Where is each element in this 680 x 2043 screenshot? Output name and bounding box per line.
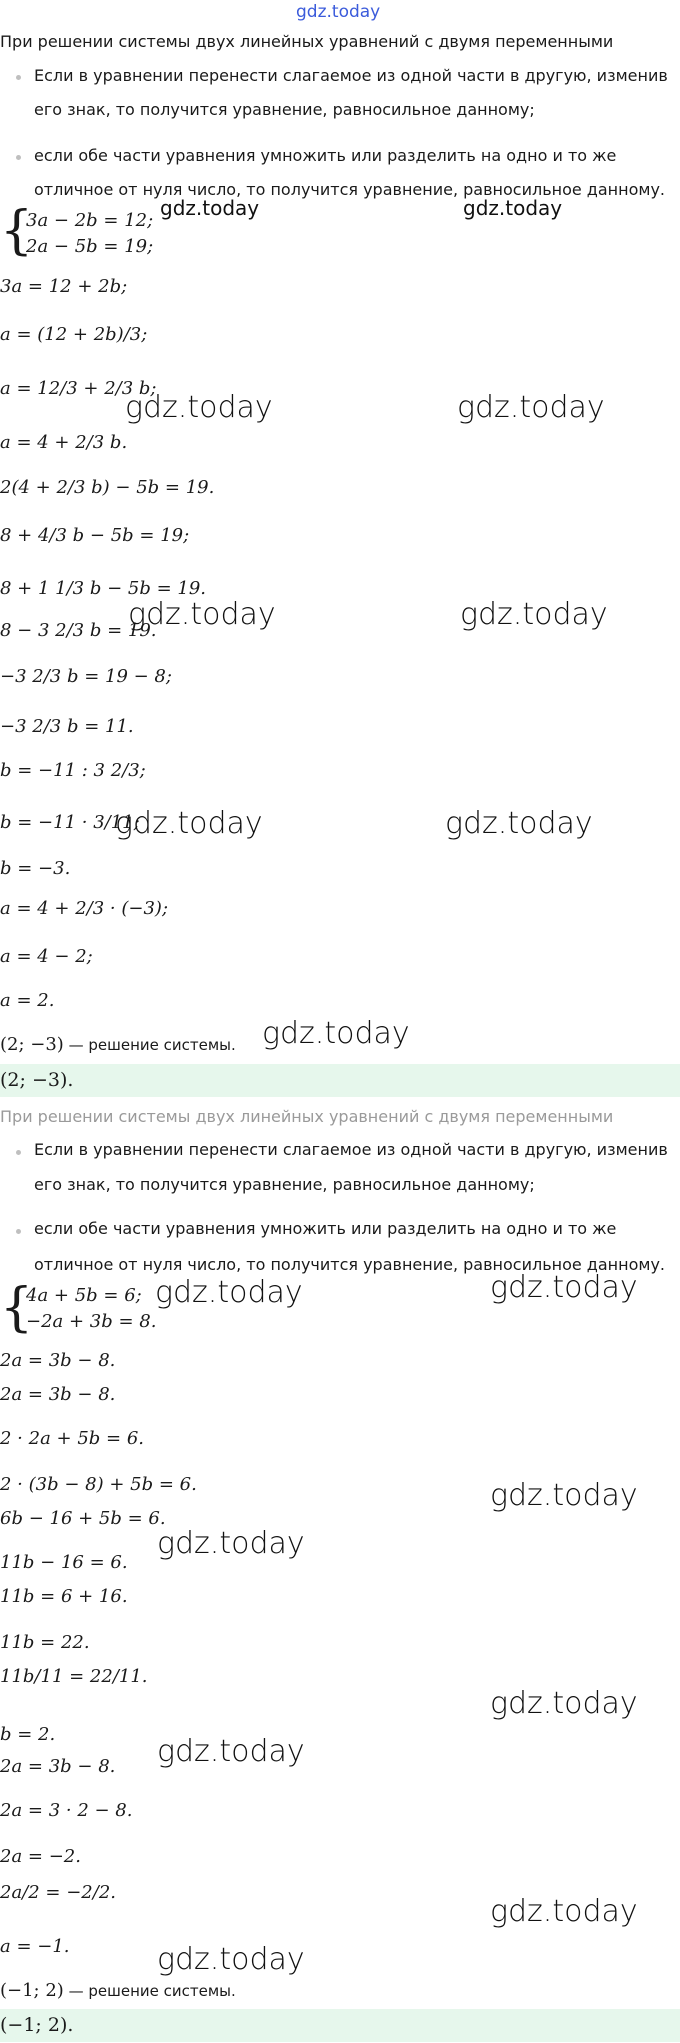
watermark: gdz.today	[457, 390, 605, 425]
system-equation: −2a + 3b = 8.	[26, 1311, 157, 1332]
intro-text: При решении системы двух линейных уравнений с двумя переменными	[0, 1107, 614, 1126]
system-brace: {	[0, 1278, 34, 1338]
intro-text: При решении системы двух линейных уравнений с двумя переменными	[0, 32, 614, 51]
solution-step: 2a/2 = −2/2.	[0, 1882, 116, 1903]
solution-statement	[0, 1034, 236, 1055]
watermark: gdz.today	[463, 196, 563, 220]
solution-step: b = −11 · 3/11;	[0, 812, 140, 833]
rule-line: Если в уравнении перенести слагаемое из одной части в другую, изменив	[34, 1140, 668, 1159]
final-answer: (2; −3).	[0, 1069, 74, 1091]
solution-step: 11b − 16 = 6.	[0, 1552, 128, 1573]
solution-pair: (2; −3)	[0, 1034, 64, 1055]
solution-step: a = (12 + 2b)/3;	[0, 324, 148, 345]
solution-step: 11b/11 = 22/11.	[0, 1666, 148, 1687]
system-equation: 4a + 5b = 6;	[26, 1285, 142, 1306]
solution-step: b = −3.	[0, 858, 71, 879]
watermark: gdz.today	[125, 390, 273, 425]
rule-line: если обе части уравнения умножить или разделить на одно и то же	[34, 1219, 617, 1238]
watermark: gdz.today	[262, 1016, 410, 1051]
solution-step: a = −1.	[0, 1936, 70, 1957]
watermark: gdz.today	[490, 1894, 638, 1929]
bullet-dot	[16, 155, 21, 160]
solution-step: 2a = 3b − 8.	[0, 1384, 116, 1405]
solution-step: a = 4 + 2/3 · (−3);	[0, 898, 169, 919]
final-answer: (−1; 2).	[0, 2014, 74, 2036]
solution-pair: (−1; 2)	[0, 1980, 64, 2001]
system-equation: 3a − 2b = 12;	[26, 210, 154, 231]
solution-step: 3a = 12 + 2b;	[0, 276, 128, 297]
solution-step: a = 2.	[0, 990, 55, 1011]
system-equation: 2a − 5b = 19;	[26, 236, 154, 257]
solution-step: a = 4 − 2;	[0, 946, 93, 967]
watermark: gdz.today	[490, 1270, 638, 1305]
rule-line: его знак, то получится уравнение, равносильное данному;	[34, 100, 535, 119]
solution-step: 2a = 3 · 2 − 8.	[0, 1800, 133, 1821]
solution-step: 11b = 6 + 16.	[0, 1586, 128, 1607]
solution-step: 2a = −2.	[0, 1846, 81, 1867]
solution-label: — решение системы.	[63, 1982, 236, 2000]
bullet-dot	[16, 75, 21, 80]
watermark: gdz.today	[460, 597, 608, 632]
solution-step: 8 + 1 1/3 b − 5b = 19.	[0, 578, 207, 599]
rule-line: отличное от нуля число, то получится уравнение, равносильное данному.	[34, 1255, 665, 1274]
solution-step: 11b = 22.	[0, 1632, 90, 1653]
rule-line: если обе части уравнения умножить или разделить на одно и то же	[34, 146, 617, 165]
solution-label: — решение системы.	[63, 1036, 236, 1054]
system-brace: {	[0, 201, 34, 261]
bullet-dot	[16, 1150, 21, 1155]
answer-band	[0, 1064, 680, 1097]
solution-step: 8 − 3 2/3 b = 19.	[0, 620, 157, 641]
watermark: gdz.today	[128, 597, 276, 632]
watermark: gdz.today	[155, 1275, 303, 1310]
watermark: gdz.today	[445, 806, 593, 841]
solution-step: a = 4 + 2/3 b.	[0, 432, 128, 453]
rule-line: Если в уравнении перенести слагаемое из одной части в другую, изменив	[34, 66, 668, 85]
solution-step: 2 · (3b − 8) + 5b = 6.	[0, 1474, 197, 1495]
watermark: gdz.today	[115, 806, 263, 841]
solution-step: 8 + 4/3 b − 5b = 19;	[0, 525, 190, 546]
watermark: gdz.today	[157, 1734, 305, 1769]
watermark: gdz.today	[490, 1686, 638, 1721]
watermark: gdz.today	[160, 196, 260, 220]
solution-step: 2a = 3b − 8.	[0, 1350, 116, 1371]
solution-step: b = 2.	[0, 1724, 56, 1745]
solution-step: 2a = 3b − 8.	[0, 1756, 116, 1777]
watermark: gdz.today	[157, 1526, 305, 1561]
solution-statement	[0, 1980, 236, 2001]
solution-step: −3 2/3 b = 19 − 8;	[0, 666, 172, 687]
bullet-dot	[16, 1229, 21, 1234]
solution-step: 6b − 16 + 5b = 6.	[0, 1508, 166, 1529]
rule-line: отличное от нуля число, то получится уравнение, равносильное данному.	[34, 180, 665, 199]
solution-step: −3 2/3 b = 11.	[0, 716, 134, 737]
solution-step: 2(4 + 2/3 b) − 5b = 19.	[0, 477, 215, 498]
rule-line: его знак, то получится уравнение, равносильное данному;	[34, 1175, 535, 1194]
site-title[interactable]: gdz.today	[296, 2, 381, 22]
solution-step: b = −11 : 3 2/3;	[0, 760, 146, 781]
watermark: gdz.today	[490, 1478, 638, 1513]
solution-step: 2 · 2a + 5b = 6.	[0, 1428, 144, 1449]
watermark: gdz.today	[157, 1942, 305, 1977]
answer-band	[0, 2009, 680, 2042]
solution-step: a = 12/3 + 2/3 b;	[0, 378, 157, 399]
